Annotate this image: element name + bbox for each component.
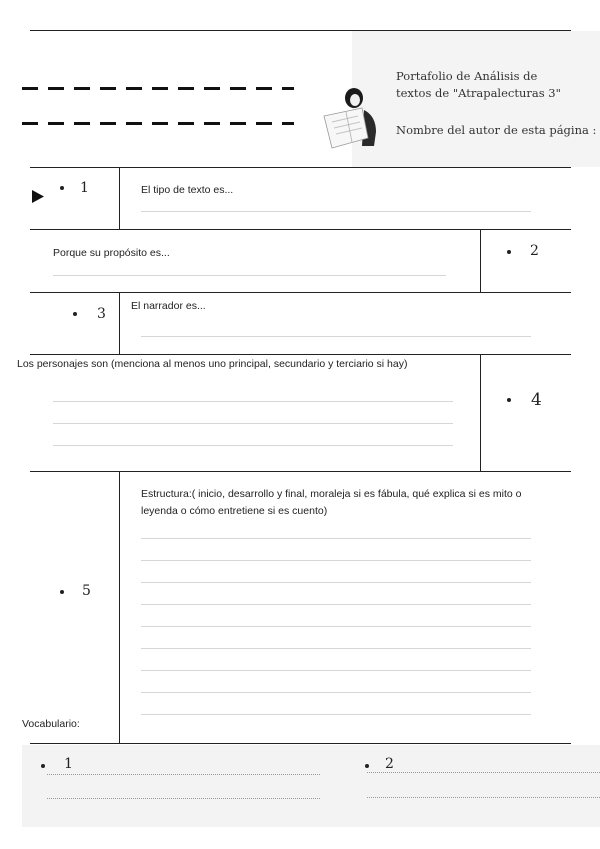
answer-line[interactable]	[141, 560, 531, 561]
row2-divider	[480, 229, 481, 292]
row5-top-rule	[30, 471, 571, 472]
row4-top-rule	[30, 354, 571, 355]
section-3-prompt: El narrador es...	[131, 300, 206, 312]
answer-line[interactable]	[141, 626, 531, 627]
reading-person-illustration	[318, 86, 384, 154]
play-arrow-icon	[32, 190, 44, 203]
bullet-icon	[507, 398, 511, 402]
vocabulary-line[interactable]	[47, 798, 320, 799]
section-1-prompt: El tipo de texto es...	[141, 184, 234, 196]
row4-divider	[480, 354, 481, 471]
bullet-icon	[365, 764, 369, 768]
section-5-prompt: Estructura:( inicio, desarrollo y final, moraleja si es fábula, qué explica si es mito o leyenda o cómo entretiene si es cuento)	[141, 488, 522, 517]
answer-line[interactable]	[141, 211, 531, 212]
section-2-number: 2	[530, 243, 539, 259]
answer-line[interactable]	[53, 401, 453, 402]
bullet-icon	[41, 764, 45, 768]
answer-line[interactable]	[141, 582, 531, 583]
row1-top-rule	[30, 167, 571, 168]
vocabulary-item-2-number: 2	[385, 756, 394, 772]
answer-line[interactable]	[141, 670, 531, 671]
section-4-number: 4	[531, 390, 542, 410]
vocabulary-line[interactable]	[367, 797, 600, 798]
row1-divider	[119, 167, 120, 229]
author-label: Nombre del autor de esta página :	[396, 123, 597, 137]
section-3-number: 3	[97, 306, 106, 322]
row5-divider	[119, 471, 120, 743]
row3-divider	[119, 292, 120, 355]
answer-line[interactable]	[141, 648, 531, 649]
answer-line[interactable]	[53, 275, 446, 276]
row2-top-rule	[30, 229, 571, 230]
vocabulary-line[interactable]	[367, 772, 600, 773]
bullet-icon	[60, 186, 64, 190]
name-blank-line-1[interactable]	[22, 87, 294, 90]
section-4-prompt: Los personajes son (menciona al menos uno principal, secundario y terciario si hay)	[17, 358, 408, 370]
answer-line[interactable]	[141, 692, 531, 693]
row3-top-rule	[30, 292, 571, 293]
answer-line[interactable]	[53, 445, 453, 446]
bullet-icon	[507, 250, 511, 254]
vocabulary-panel	[22, 745, 600, 827]
name-blank-line-2[interactable]	[22, 122, 294, 125]
section-1-number: 1	[80, 180, 89, 196]
bottom-rule	[30, 743, 571, 744]
vocabulary-label: Vocabulario:	[22, 718, 80, 730]
bullet-icon	[73, 312, 77, 316]
answer-line[interactable]	[141, 604, 531, 605]
answer-line[interactable]	[141, 538, 531, 539]
section-2-prompt: Porque su propósito es...	[53, 247, 170, 259]
answer-line[interactable]	[141, 336, 531, 337]
vocabulary-line[interactable]	[47, 774, 320, 775]
portfolio-title: Portafolio de Análisis de textos de "Atrapalecturas 3"	[396, 69, 561, 100]
vocabulary-item-1-number: 1	[64, 756, 73, 772]
answer-line[interactable]	[141, 714, 531, 715]
bullet-icon	[60, 590, 64, 594]
answer-line[interactable]	[53, 423, 453, 424]
section-5-number: 5	[82, 583, 91, 599]
